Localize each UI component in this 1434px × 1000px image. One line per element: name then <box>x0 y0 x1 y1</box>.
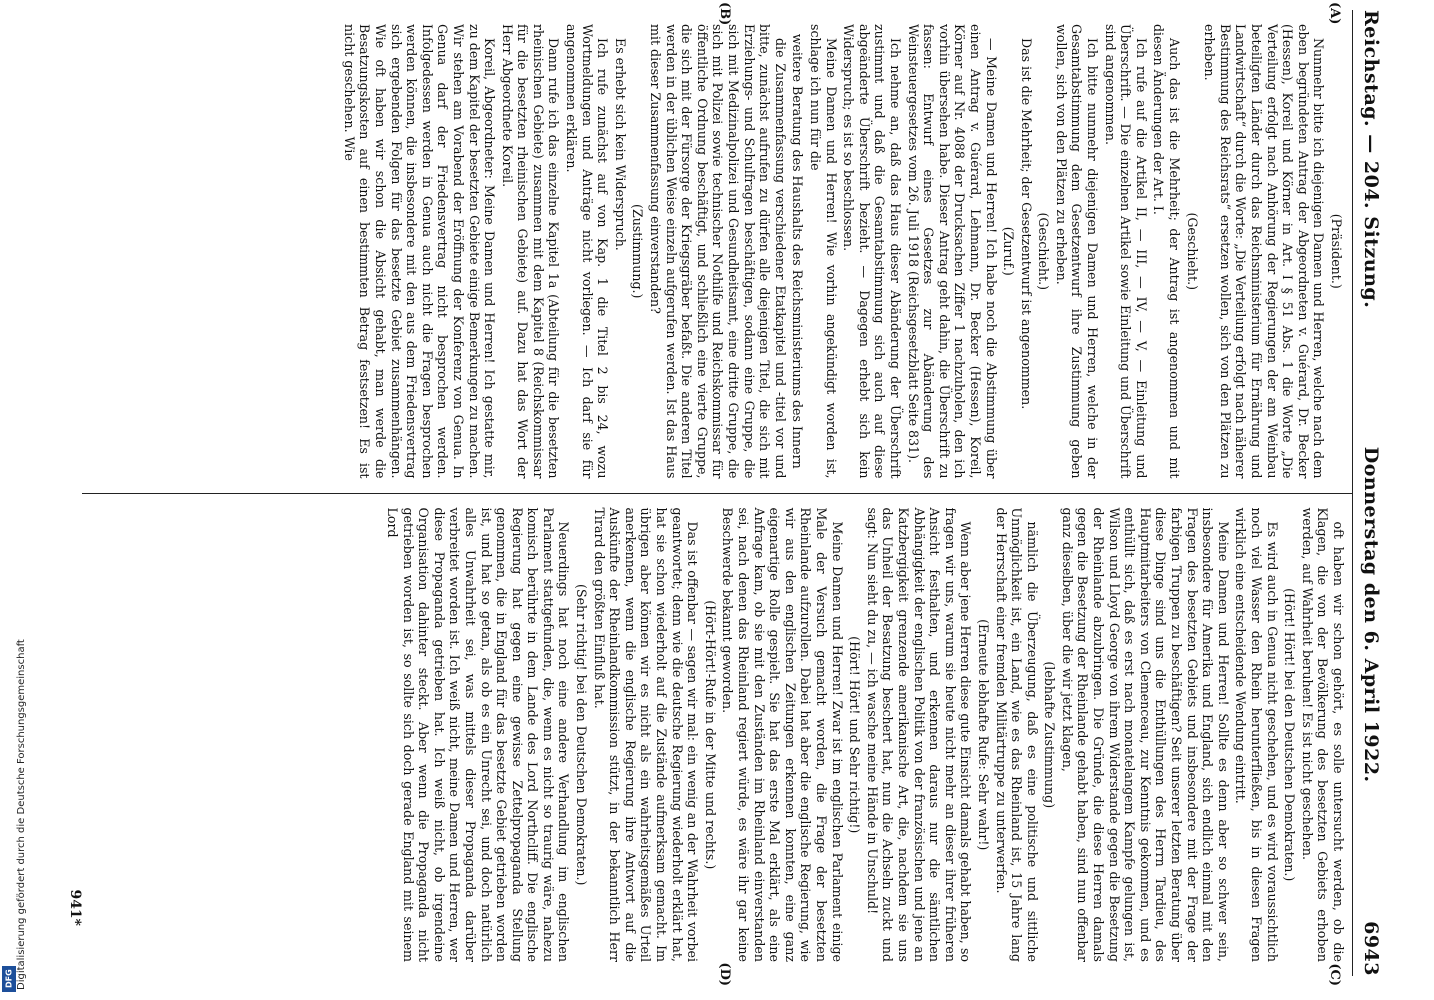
interjection: (Zustimmung.) <box>630 204 646 299</box>
margin-marker-c: (C) <box>1327 963 1342 986</box>
paragraph: die Zusammenfassung verschiedener Etatkapitel und -titel vor und bitte, zunächst aufrufen zu dürfen alle diejenigen Titel, die sich mit Erziehungs- und Schulfragen beschäftigen, sodann eine Gruppe, die sich mit Medizinalpolizei und Gesundheitsamt, eine dritte Gruppe, die sich mit Polizei sowie technischer Nothilfe und Reichskommissar für öffentliche Ordnung beschäftigt, und schließlich eine vierte Gruppe, die sich mit der Fürsorge der Kriegsgräber befaßt. Die anderen Titel werden in der üblichen Weise einzeln aufgerufen werden. Ist das Haus mit dieser Zusammenfassung einverstanden? <box>648 24 788 479</box>
footer-mark: 941* <box>67 889 83 926</box>
paragraph: oft haben wir schon gehört, es solle untersucht werden, ob die Klagen, die von der Bevölkerung des besetzten Gebiets erhoben werden, auf Wahrheit beruhen! Es ist nicht geschehen. <box>1299 507 1346 962</box>
left-column <box>82 10 1352 493</box>
paragraph: Auch das ist die Mehrheit; der Antrag ist angenommen und mit diesen Änderungen der Art. I. <box>1151 24 1183 479</box>
margin-marker-a: (A) <box>1327 2 1342 25</box>
interjection: (Geschieht.) <box>1036 212 1052 291</box>
digitization-credit-strip <box>2 0 27 1000</box>
page-header <box>1352 10 1389 976</box>
page-number: 6943 <box>1360 921 1382 976</box>
right-column <box>82 494 1352 977</box>
paragraph: Meine Damen und Herren! Wie vorhin angekündigt worden ist, schlage ich nun für die <box>808 24 839 479</box>
paragraph: Wenn aber jene Herren diese gute Einsicht damals gehabt haben, so fragen wir uns, warum sie heute nicht mehr an dieser ihrer früheren Ansicht festhalten, und erkennen daraus nur die sämtlichen Abhängigkeit der englischen Politik von der französischen und jene an Katzbergigkeit grenzende amerikanische Art, die, nachdem sie uns das Unheil der Besatzung beschert hat, nun die Achseln zuckt und sagt: Nun sieht du zu, — ich wasche meine Hände in Unschuld! <box>864 507 974 962</box>
paragraph: Das ist offenbar — sagen wir mal: ein wenig an der Wahrheit vorbei geantwortet; denn wie die deutsche Regierung wiederholt erklärt hat, hat sie schon wiederholt auf die Zustände aufmerksam gemacht. Im übrigen aber können wir es nicht als ein wahrheitsgemäßes Urteil anerkennen, wenn die englische Regierung ihre Antwort auf die Auskünfte der Rheinlandkommission stützt, in der bekanntlich Herr Tirard den größten Einfluß hat. <box>591 507 701 962</box>
paragraph: Es erhebt sich kein Widerspruch. <box>612 38 628 251</box>
paragraph: nämlich die Überzeugung, daß es eine politische und sittliche Unmöglichkeit ist, ein Land, wie es das Rheinland ist, 15 Jahre lang der Herrschaft einer fremden Militärtruppe zu unterwerfen. <box>993 507 1040 962</box>
paragraph: Ich bitte nunmehr diejenigen Damen und Herren, welche in der Gesamtabstimmung dem Gesetzentwurf ihre Zustimmung geben wollen, sich von den Plätzen zu erheben. <box>1053 24 1101 479</box>
paragraph: Ich rufe auf die Artikel II, — III, — IV, — V, — Einleitung und Überschrift. — Die einzelnen Artikel sowie Einleitung und Überschrift sind angenommen. <box>1102 24 1149 479</box>
paragraph: Meine Damen und Herren! Zwar ist im englischen Parlament einige Male der Versuch gemacht worden, die Frage der besetzten Rheinlande aufzurollen. Dabei hat aber die englische Regierung, wie wir aus den englischen Zeitungen erkennen konnten, eine ganz eigenartige Rolle gespielt. Sie hat das erste Mal erklärt, als eine Anfrage kam, ob sie mit den Zuständen im Rheinland einverstanden sei, nach denen das Rheinland regiert würde, es wäre ihr gar keine Beschwerde bekannt geworden. <box>720 507 845 962</box>
interjection: (Präsident.) <box>1329 213 1344 289</box>
interjection: (Geschieht.) <box>1184 212 1200 291</box>
interjection: (Hört! Hört! und Sehr richtig!) <box>847 636 863 834</box>
interjection: (lebhafte Zustimmung) <box>1042 661 1058 809</box>
digitization-credit: Digitalisierung gefördert durch die Deutsche Forschungsgemeinschaft <box>16 639 27 990</box>
paragraph: Ich rufe zunächst auf von Kap. 1 die Titel 2 bis 24, wozu Wortmeldungen und Anträge nicht vorliegen. — Ich darf sie für angenommen erklären. <box>564 24 611 479</box>
paragraph: Ich nehme an, daß das Haus dieser Abänderung der Überschrift zustimmt und daß die Gesamtabstimmung sich auch auf diese abgeänderte Überschrift bezieht. — Dagegen erhebt sich kein Widerspruch; es ist so beschlossen. <box>841 24 903 479</box>
text-columns <box>82 2 1352 986</box>
margin-marker-b: (B) <box>717 2 732 26</box>
paragraph: Neuerdings hat noch eine andere Verhandlung im englischen Parlament stattgefunden, die, wenn es nicht so traurig wäre, nahezu komisch berührte in dem Lande des Lord Northcliff. Die englische Regierung hat gegen eine gewisse Zettelpropaganda Stellung genommen, die in England für das besetzte Gebiet getrieben worden ist, und hat so getan, als ob es ein Unrecht sei, und doch natürlich alles Unwahrheit sei, was mittels dieser Propaganda darüber verbreitet worden ist. Ich weiß nicht, meine Damen und Herren, wer diese Propaganda getrieben hat. Ich weiß nicht, ob irgendeine Organisation dahinter steckt. Aber wenn die Propaganda nicht getrieben worden ist, so sollte sich doch gerade England mit seinem Lord <box>384 507 572 962</box>
paragraph: Nunmehr bitte ich diejenigen Damen und Herren, welche nach dem eben begründeten Antrag der Abgeordneten v. Guérard, Dr. Becker (Hessen), Koreil und Körner in Art. I § 51 Abs. 1 die Worte „Die Verteilung erfolgt nach Anhörung der Regierungen der am Weinbau beteiligten Länder durch das Reichsministerium für Ernährung und Landwirtschaft“ durch die Worte: „Die Verteilung erfolgt nach näherer Bestimmung des Reichsrats“ ersetzen wollen, sich von den Plätzen zu erheben. <box>1202 24 1327 479</box>
paragraph: Koreil, Abgeordneter: Meine Damen und Herren! Ich gestatte mir, zu dem Kapitel der besetzten Gebiete einige Bemerkungen zu machen. Wir stehen am Vorabend der Eröffnung der Konferenz von Genua. In Genua darf der Friedensvertrag nicht besprochen werden. Infolgedessen werden in Genua auch nicht die Fragen besprochen werden können, die insbesondere mit den aus dem Friedensvertrag sich ergebenden Folgen für das besetzte Gebiet zusammenhängen. Wie oft haben wir schon die Absicht gehabt, man werde die Besatzungskosten auf einen bestimmten Betrag festsetzen! Es ist nicht geschehen. Wie <box>341 24 498 479</box>
interjection: (Erneute lebhafte Rufe: Sehr wahr!) <box>975 619 991 851</box>
interjection: (Hört! Hört! bei den Deutschen Demokraten.) <box>1282 588 1298 882</box>
paragraph: Meine Damen und Herren! Sollte es denn aber so schwer sein, insbesondere für Amerika und England, sich endlich einmal mit den Fragen des besetzten Gebiets und insbesondere mit der Frage der farbigen Truppen zu beschäftigen? Seit unserer letzten Beratung über diese Dinge sind uns die Enthüllungen des Herrn Tardieu, des Hauptmitarbeiters von Clemenceau, zur Kenntnis gekommen, und es enthüllt sich, daß es erst nach monatelangem Kampfe gelungen ist, Wilson und Lloyd George von ihrem Widerstande gegen die Besetzung der Rheinlande abzubringen. Die Gründe, die diese Herren damals gegen die Besetzung der Rheinlande gehabt haben, sind nun offenbar ganz dieselben, über die wir jetzt klagen, <box>1059 507 1231 962</box>
paragraph: Dann rufe ich das einzelne Kapitel 1a (Abteilung für die besetzten rheinischen Gebiete) zusammen mit dem Kapitel 8 (Reichskommissar für die besetzten rheinischen Gebiete) auf. Dazu hat das Wort der Herr Abgeordnete Koreil. <box>499 24 562 479</box>
header-center: Donnerstag den 6. April 1922. <box>1360 446 1382 783</box>
paragraph: Es wird auch in Genua nicht geschehen, und es wird voraussichtlich noch viel Wasser den Rhein herunterfließen, bis in diesen Fragen wirklich eine entscheidende Wendung eintritt. <box>1233 507 1280 962</box>
interjection: (Hört-Hört!-Rufe in der Mitte und rechts.) <box>702 600 718 870</box>
margin-marker-d: (D) <box>717 962 732 986</box>
header-left: Reichstag. — 204. Sitzung. <box>1360 10 1382 309</box>
interjection: (Zuruf.) <box>1001 226 1017 276</box>
dfg-logo: DFG <box>2 966 16 992</box>
paragraph: — Meine Damen und Herren! Ich habe noch die Abstimmung über einen Antrag v. Guérard, Lehmann, Dr. Becker (Hessen), Koreil, Körner auf Nr. 4088 der Drucksachen Ziffer 1 nachzuholen, den ich vorhin übersehen habe. Dieser Antrag geht dahin, die Überschrift zu fassen: Entwurf eines Gesetzes zur Abänderung des Weinsteuergesetzes vom 26. Juli 1918 (Reichsgesetzblatt Seite 831). <box>905 24 999 479</box>
interjection: (Sehr richtig! bei den Deutschen Demokraten.) <box>574 584 590 886</box>
interjection: weitere Beratung des Haushalts des Reichsministeriums des Innern <box>790 33 806 469</box>
rotated-page <box>65 0 1395 986</box>
paragraph: Das ist die Mehrheit; der Gesetzentwurf ist angenommen. <box>1018 38 1034 410</box>
